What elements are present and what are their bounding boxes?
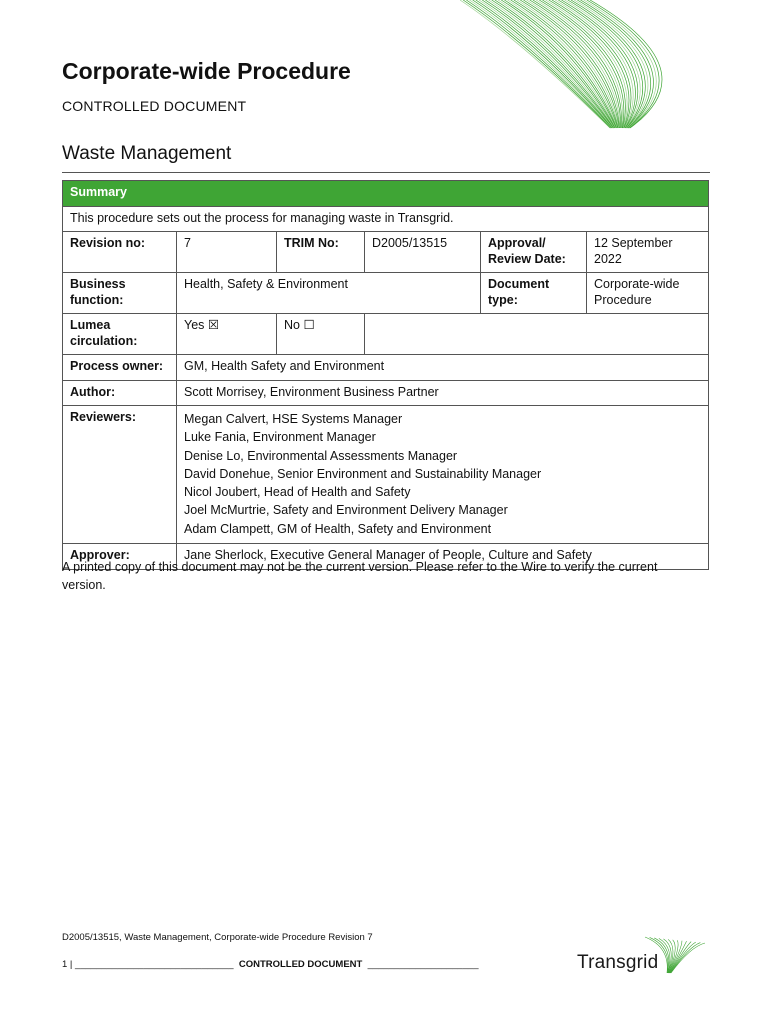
reviewer-item: Nicol Joubert, Head of Health and Safety <box>184 485 411 500</box>
reviewer-item: Joel McMurtrie, Safety and Environment Delivery Manager <box>184 503 508 518</box>
reviewer-item: Denise Lo, Environmental Assessments Manager <box>184 448 458 463</box>
header-graphic <box>460 0 710 130</box>
reviewers-list <box>177 406 709 544</box>
process-owner-value: GM, Health Safety and Environment <box>177 355 709 381</box>
transgrid-logo-text: Transgrid <box>577 952 659 973</box>
document-title: Waste Management <box>62 143 232 164</box>
printed-copy-note: A printed copy of this document may not be the current version. Please refer to the Wire to verify the current version. <box>62 560 658 592</box>
lumea-empty-cell <box>365 314 709 355</box>
graphic-line <box>590 0 662 128</box>
lumea-no-checkbox: No ☐ <box>277 314 365 355</box>
revision-label: Revision no: <box>63 232 177 273</box>
summary-header-row <box>63 181 709 207</box>
reviewers-label: Reviewers: <box>63 406 177 544</box>
lumea-label: Lumea circulation: <box>63 314 177 355</box>
title-divider <box>62 172 710 173</box>
footer-reference: D2005/13515, Waste Management, Corporate-wide Procedure Revision 7 <box>62 932 373 943</box>
business-function-value: Health, Safety & Environment <box>177 273 481 314</box>
document-type-value: Corporate-wide Procedure <box>587 273 709 314</box>
summary-heading: Summary <box>63 181 709 207</box>
business-row <box>63 273 709 314</box>
trim-label: TRIM No: <box>277 232 365 273</box>
reviewers-row <box>63 406 709 544</box>
lumea-row <box>63 314 709 355</box>
summary-table <box>62 180 709 570</box>
reviewer-item: Adam Clampett, GM of Health, Safety and Environment <box>184 521 492 536</box>
revision-value: 7 <box>177 232 277 273</box>
process-owner-label: Process owner: <box>63 355 177 381</box>
summary-description: This procedure sets out the process for managing waste in Transgrid. <box>63 206 709 232</box>
graphic-line <box>463 0 610 128</box>
page-title: Corporate-wide Procedure <box>62 58 351 84</box>
approver-value: Jane Sherlock, Executive General Manager of People, Culture and Safety <box>177 544 709 570</box>
reviewer-item: Megan Calvert, HSE Systems Manager <box>184 412 403 426</box>
trim-value: D2005/13515 <box>365 232 481 273</box>
lumea-yes-checkbox: Yes ☒ <box>177 314 277 355</box>
author-row <box>63 380 709 406</box>
description-row <box>63 206 709 232</box>
logo-line <box>671 943 705 973</box>
document-status: CONTROLLED DOCUMENT <box>62 98 247 114</box>
reviewer-item: Luke Fania, Environment Manager <box>184 430 376 445</box>
approver-label: Approver: <box>63 544 177 570</box>
owner-row <box>63 355 709 381</box>
footer-page-suffix: _____________________ <box>367 959 479 970</box>
author-label: Author: <box>63 380 177 406</box>
footer-page-line <box>62 959 479 970</box>
footer-page-prefix: 1 | ______________________________ <box>62 959 234 970</box>
revision-row <box>63 232 709 273</box>
business-function-label: Business function: <box>63 273 177 314</box>
document-type-label: Document type: <box>481 273 587 314</box>
reviewer-item: David Donehue, Senior Environment and Sustainability Manager <box>184 466 542 481</box>
footer-controlled-label: CONTROLLED DOCUMENT <box>238 959 363 970</box>
author-value: Scott Morrisey, Environment Business Partner <box>177 380 709 406</box>
approval-date-value: 12 September 2022 <box>587 232 709 273</box>
approval-date-label: Approval/ Review Date: <box>481 232 587 273</box>
